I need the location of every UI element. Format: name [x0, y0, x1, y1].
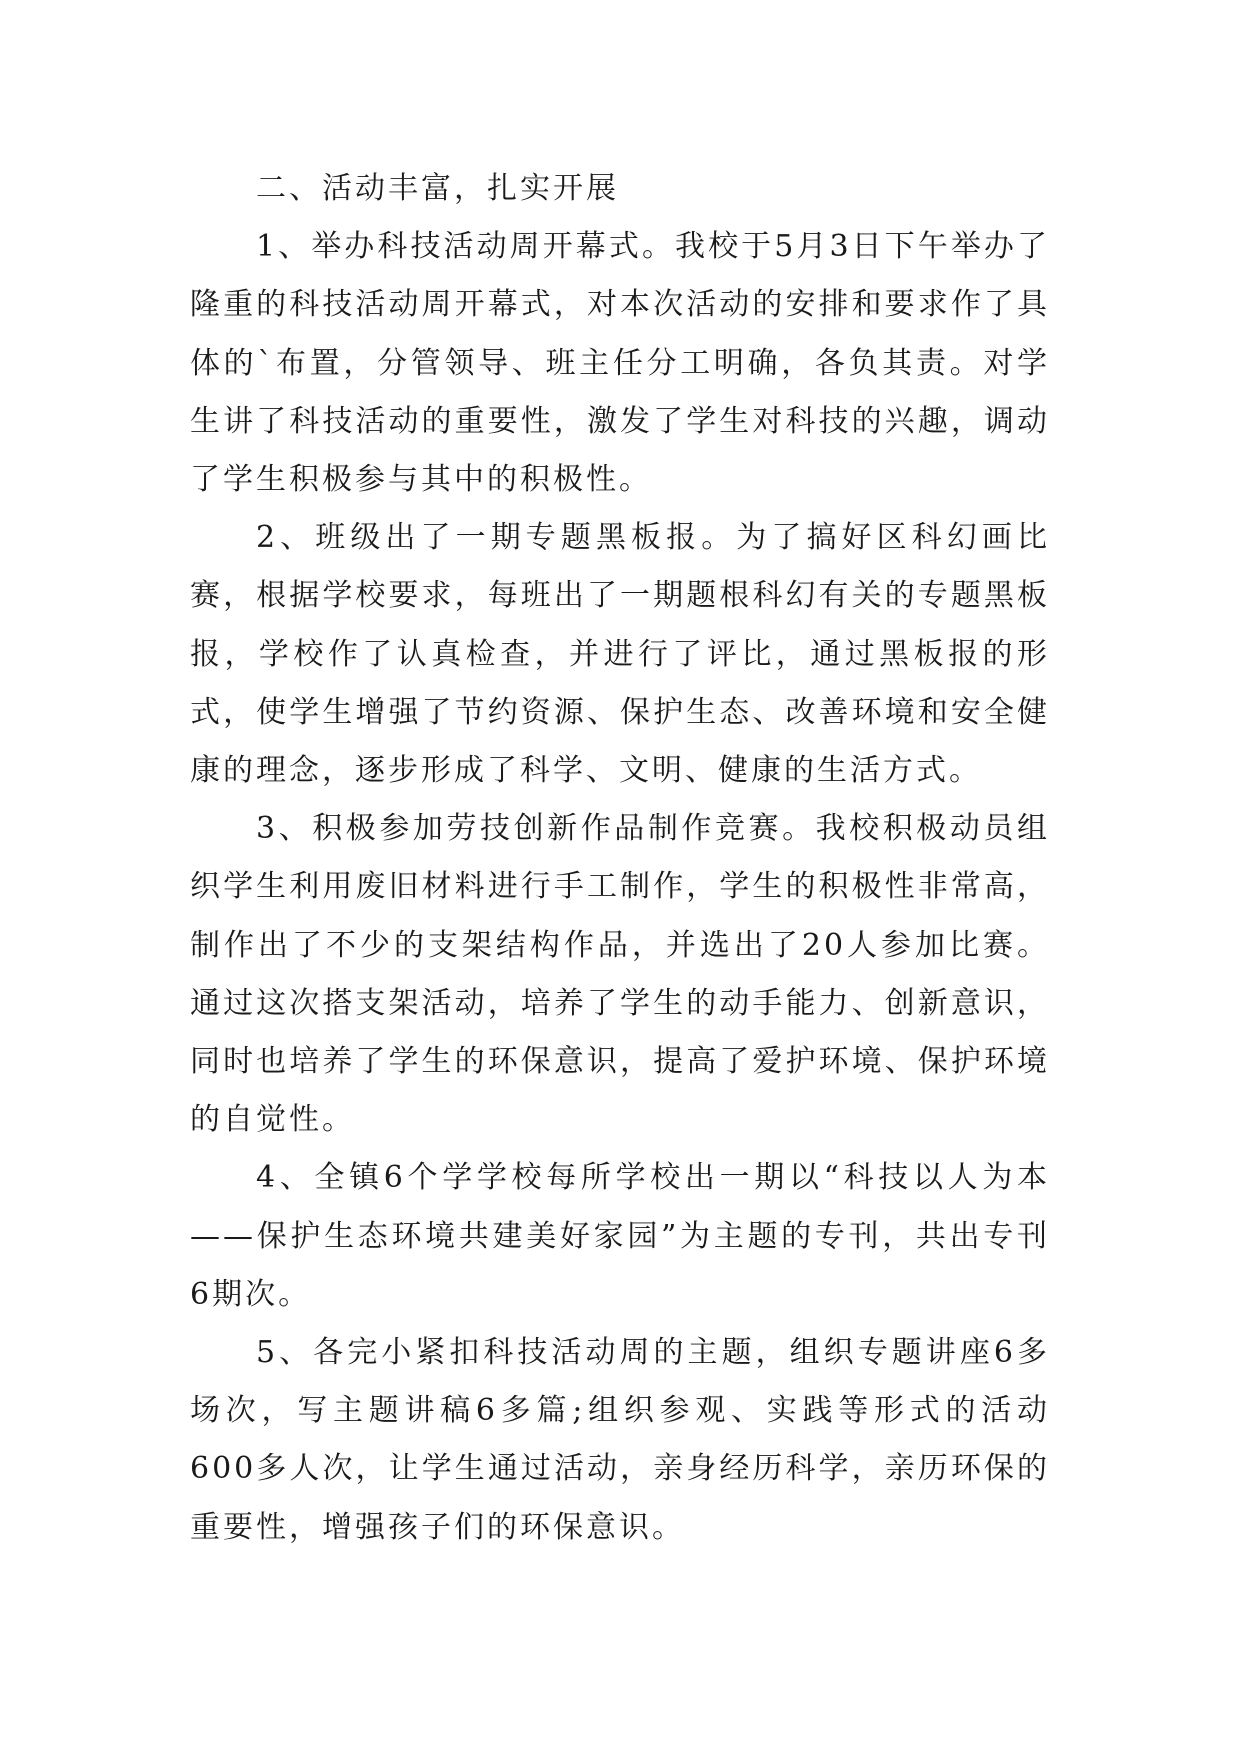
paragraph-special-issue: 4、全镇6个学学校每所学校出一期以“科技以人为本——保护生态环境共建美好家园”为主题的专刊，共出专刊6期次。	[190, 1160, 1050, 1312]
paragraph-lectures-activities: 5、各完小紧扣科技活动周的主题，组织专题讲座6多场次，写主题讲稿6多篇;组织参观、实践等形式的活动600多人次，让学生通过活动，亲身经历科学，亲历环保的重要性，增强孩子们的环保意识。	[190, 1335, 1050, 1545]
paragraph-opening-ceremony: 1、举办科技活动周开幕式。我校于5月3日下午举办了隆重的科技活动周开幕式，对本次活动的安排和要求作了具体的`布置，分管领导、班主任分工明确，各负其责。对学生讲了科技活动的重要性，激发了学生对科技的兴趣，调动了学生积极参与其中的积极性。	[190, 229, 1050, 498]
paragraph-innovation-contest: 3、积极参加劳技创新作品制作竞赛。我校积极动员组织学生利用废旧材料进行手工制作，学生的积极性非常高，制作出了不少的支架结构作品，并选出了20人参加比赛。通过这次搭支架活动，培养了学生的动手能力、创新意识，同时也培养了学生的环保意识，提高了爱护环境、保护环境的自觉性。	[190, 811, 1050, 1138]
paragraph-blackboard-report: 2、班级出了一期专题黑板报。为了搞好区科幻画比赛，根据学校要求，每班出了一期题根科幻有关的专题黑板报，学校作了认真检查，并进行了评比，通过黑板报的形式，使学生增强了节约资源、保护生态、改善环境和安全健康的理念，逐步形成了科学、文明、健康的生活方式。	[190, 520, 1050, 789]
section-heading: 二、活动丰富，扎实开展	[256, 171, 619, 206]
document-body	[190, 160, 1050, 1557]
